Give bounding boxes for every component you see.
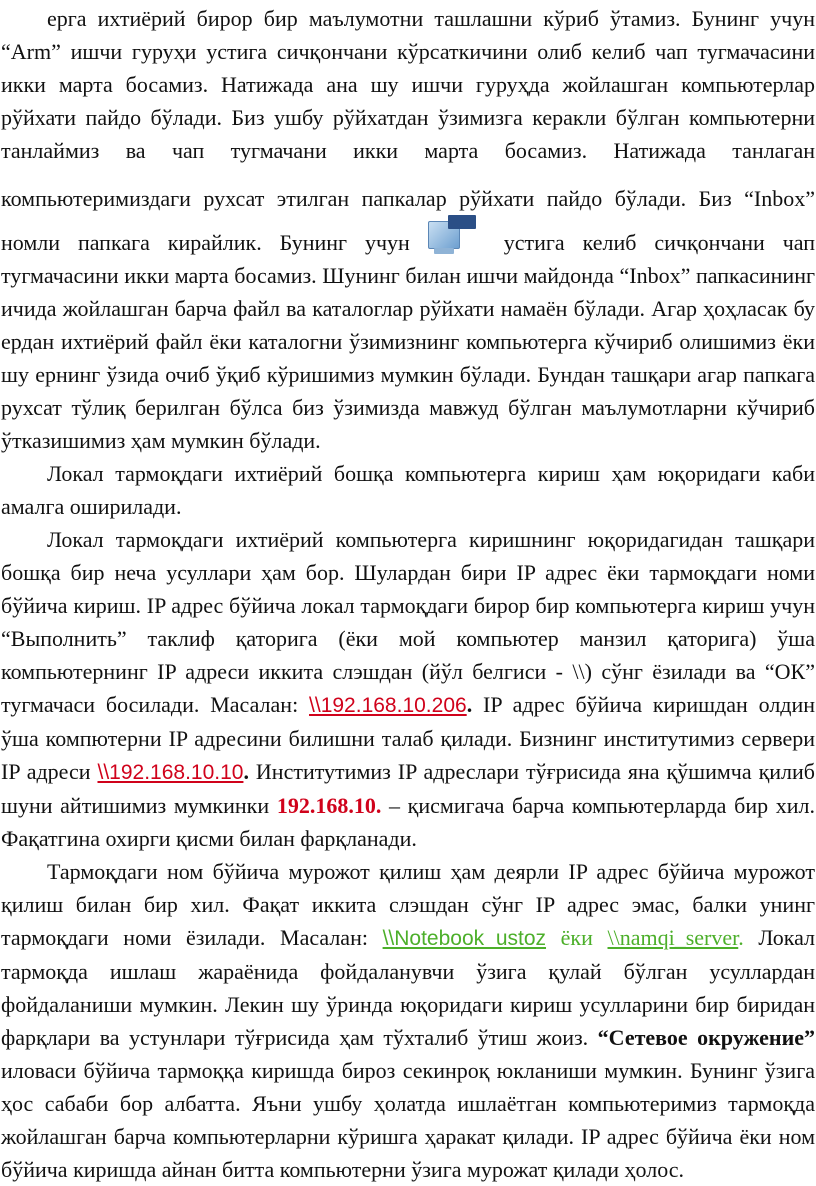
ip-link-server[interactable]: \\192.168.10.10 — [97, 761, 244, 784]
inbox-folder-icon — [418, 215, 519, 259]
paragraph-text: Тармоқдаги ном бўйича мурожот қилиш ҳам деярли IP адрес бўйича мурожот қилиш билан бир хил. Фақат иккита слэшдан сўнг IP адрес эмас, балки унинг тармоқдаги номи ёзилади. Масалан: — [1, 859, 815, 950]
paragraph-file-transfer — [1, 2, 815, 457]
paragraph-text: Локал тармоқдаги ихтиёрий компьютерга киришнинг юқоридагидан ташқари бошқа бир неча усуллари ҳам бор. Шулардан бири IP адрес ёки тармоқдаги номи бўйича кириш. IP адрес бўйича локал тармоқдаги бирор бир компьютерга кириш учун “Выполнить” таклиф қаторига (ёки мой компьютер манзил қаторига) ўша компьютернинг IP адреси иккита слэшдан (йўл белгиси - \\) сўнг ёзилади ва “ОК” тугмачаси босилади. Масалан: — [1, 527, 815, 717]
paragraph-text: IP адрес бўйича киришдан олдин ўша компютерни IP адресини билишни талаб қилади. Бизнинг институтимиз сервери IP адреси — [1, 692, 816, 784]
link-period: . — [466, 692, 473, 717]
network-neighborhood-term: “Сетевое окружение” — [597, 1025, 816, 1050]
connector-word: ёки — [560, 925, 593, 950]
paragraph-text: устига келиб сичқончани чап тугмачасини икки марта босамиз. Шунинг билан ишчи майдонда “Inbox” папкасининг ичида жойлашган барча файл ва каталоглар рўйхати намаён бўлади. Агар ҳоҳласак бу ердан ихтиёрий файл ёки каталогни ўзимизнинг компьютерга кўчириб олишимиз ёки шу ернинг ўзида очиб ўқиб кўришимиз мумкин бўлади. Бундан ташқари агар папкага рухсат тўлиқ берилган бўлса биз ўзимизда мавжуд бўлган маълумотларни кўчириб ўтказишимиз ҳам мумкин бўлади. — [1, 230, 816, 453]
paragraph-text: ерга ихтиёрий бирор бир маълумотни ташлашни кўриб ўтамиз. Бунинг учун “Arm” ишчи гуруҳи устига сичқончани кўрсаткичини олиб келиб чап тугмачасини икки марта босамиз. Натижада ана шу ишчи гуруҳда жойлашган компьютерлар рўйхати пайдо бўлади. Биз ушбу рўйхатдан ўзимизга керакли бўлган компьютерни танлаймиз ва чап тугмачани икки марта босамиз. Натижада танлаган компьютеримиздаги рухсат этилган папкалар рўйхати — [1, 6, 815, 211]
link-period: . — [738, 925, 744, 950]
notebook-link[interactable]: \\Notebook_ustoz — [382, 927, 547, 950]
ip-prefix: 192.168.10. — [276, 793, 382, 818]
paragraph-ip-access — [1, 523, 815, 855]
inbox-icon-label: Inbox — [448, 215, 476, 229]
server-link[interactable]: \\namqi_server — [607, 925, 739, 950]
paragraph-text: Институтимиз IP адреслари тўғрисида яна қўшимча қилиб шуни айтишимиз мумкинки — [1, 759, 816, 818]
paragraph-text: пайдо бўлади. Биз “Inbox” номли папкага кирайлик. Бунинг учун — [1, 186, 816, 255]
link-period: . — [243, 759, 249, 784]
paragraph-name-access — [1, 855, 815, 1186]
ip-link-206[interactable]: \\192.168.10.206 — [309, 694, 467, 717]
paragraph-other-computer: Локал тармоқдаги ихтиёрий бошқа компьютерга кириш ҳам юқоридаги каби амалга оширилади. — [1, 461, 815, 519]
paragraph-text: иловаси бўйича тармоққа киришда бироз секинроқ юкланиши мумкин. Бунинг ўзига ҳос сабаби бор албатта. Яъни ушбу ҳолатда ишлаётган компьютеримиз тармоқда жойлашган барча компьютерларни кўришга ҳаракат қилади. IP адрес бўйича ёки ном бўйича киришда айнан битта компьютерни ўзига мурожат қилади ҳолос. — [1, 1058, 815, 1182]
paragraph-text: Локал тармоқда ишлаш жараёнида фойдаланувчи ўзига қулай бўлган усуллардан фойдаланиши мумкин. Лекин шу ўринда юқоридаги кириш усулларини бир биридан фарқлари ва устунлари тўғрисида ҳам тўхталиб ўтиш жоиз. — [1, 925, 816, 1050]
paragraph-text: – қисмигача барча компьютерларда бир хил. Фақатгина охирги қисми билан фарқланади. — [1, 793, 816, 851]
document-body — [0, 2, 816, 1186]
